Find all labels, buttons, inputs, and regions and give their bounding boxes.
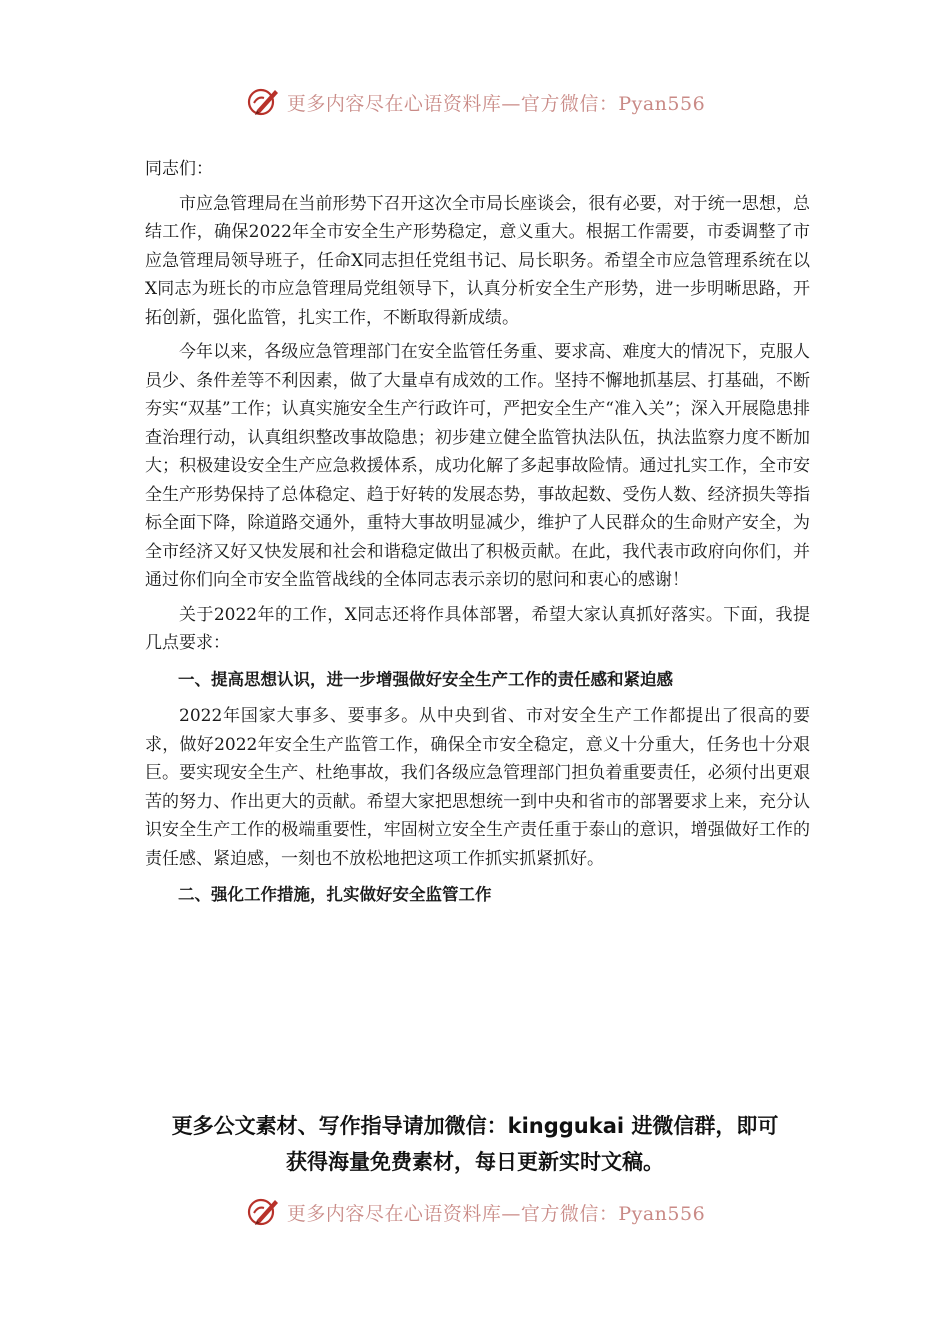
greeting: 同志们： [145, 159, 213, 179]
promo-line-2: 获得海量免费素材，每日更新实时文稿。 [286, 1150, 664, 1174]
pen-circle-logo-icon [245, 1194, 281, 1230]
watermark-text: 更多内容尽在心语资料库—官方微信：Pyan556 [286, 1202, 706, 1225]
paragraph-intro-3: 关于2022年的工作，X同志还将作具体部署，希望大家认真抓好落实。下面，我提几点要求： [145, 604, 810, 653]
pen-circle-logo-icon [245, 84, 281, 120]
promo-block [120, 1108, 830, 1180]
paragraph-section-1: 2022年国家大事多、要事多。从中央到省、市对安全生产工作都提出了很高的要求，做好2022年安全生产监管工作，确保全市安全稳定，意义十分重大，任务也十分艰巨。要实现安全生产、杜绝事故，我们各级应急管理部门担负着重要责任，必须付出更艰苦的努力、作出更大的贡献。希望大家把思想统一到中央和省市的部署要求上来，充分认识安全生产工作的极端重要性，牢固树立安全生产责任重于泰山的意识，增强做好工作的责任感、紧迫感，一刻也不放松地把这项工作抓实抓紧抓好。 [145, 706, 810, 869]
section-heading-2: 二、强化工作措施，扎实做好安全监管工作 [178, 885, 492, 904]
paragraph-intro-1: 市应急管理局在当前形势下召开这次全市局长座谈会，很有必要，对于统一思想，总结工作，确保2022年全市安全生产形势稳定，意义重大。根据工作需要，市委调整了市应急管理局领导班子，任命X同志担任党组书记、局长职务。希望全市应急管理系统在以X同志为班长的市应急管理局党组领导下，认真分析安全生产形势，进一步明晰思路，开拓创新，强化监管，扎实工作，不断取得新成绩。 [145, 193, 810, 328]
watermark-header [0, 80, 950, 124]
promo-line-1: 更多公文素材、写作指导请加微信：kinggukai 进微信群，即可 [171, 1114, 779, 1138]
watermark-footer [0, 1190, 950, 1234]
watermark-text: 更多内容尽在心语资料库—官方微信：Pyan556 [286, 92, 706, 115]
document-body [145, 155, 810, 918]
section-heading-1: 一、提高思想认识，进一步增强做好安全生产工作的责任感和紧迫感 [178, 669, 673, 689]
paragraph-intro-2: 今年以来，各级应急管理部门在安全监管任务重、要求高、难度大的情况下，克服人员少、条件差等不利因素，做了大量卓有成效的工作。坚持不懈地抓基层、打基础，不断夯实“双基”工作；认真实施安全生产行政许可，严把安全生产“准入关”；深入开展隐患排查治理行动，认真组织整改事故隐患；初步建立健全监管执法队伍，执法监察力度不断加大；积极建设安全生产应急救援体系，成功化解了多起事故险情。通过扎实工作，全市安全生产形势保持了总体稳定、趋于好转的发展态势，事故起数、受伤人数、经济损失等指标全面下降，除道路交通外，重特大事故明显减少，维护了人民群众的生命财产安全，为全市经济又好又快发展和社会和谐稳定做出了积极贡献。在此，我代表市政府向你们，并通过你们向全市安全监管战线的全体同志表示亲切的慰问和衷心的感谢！ [145, 342, 810, 590]
